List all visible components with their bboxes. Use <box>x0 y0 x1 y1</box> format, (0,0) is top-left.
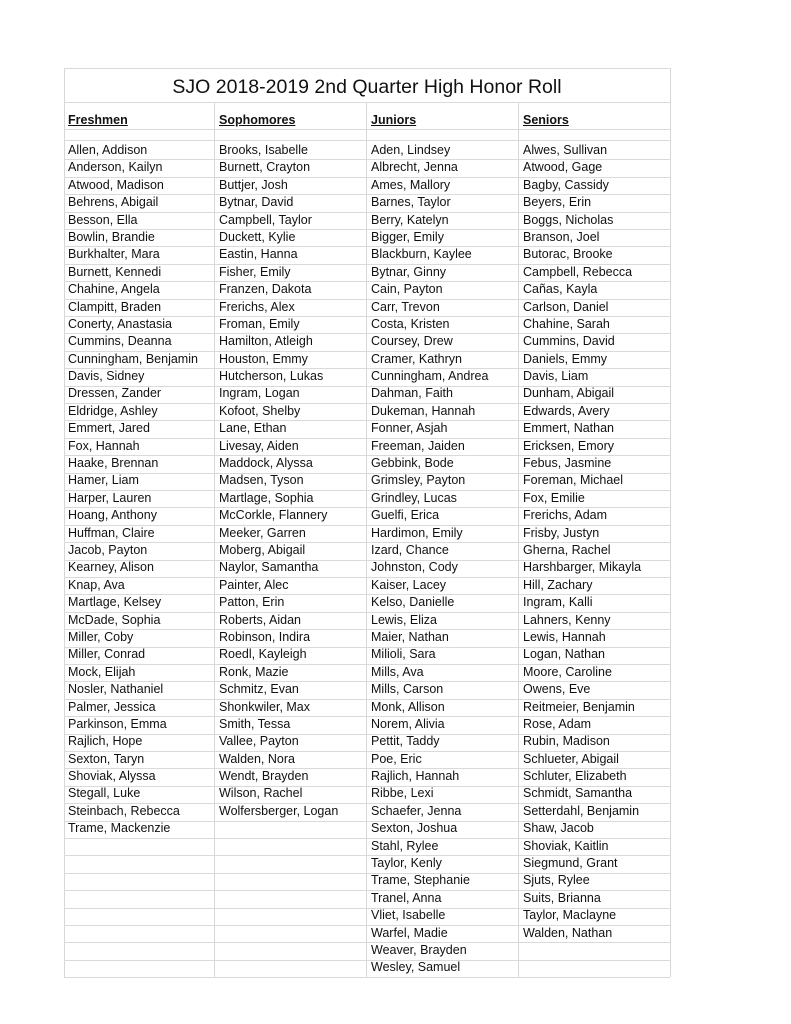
student-name: Cramer, Kathryn <box>371 351 463 366</box>
grid-line <box>64 386 670 387</box>
student-name: Alwes, Sullivan <box>523 143 608 157</box>
student-name: Painter, Alec <box>219 577 289 592</box>
grid-line <box>64 734 670 735</box>
student-name: Guelfi, Erica <box>371 508 440 523</box>
student-name: Freeman, Jaiden <box>371 438 465 453</box>
grid-line <box>64 246 670 247</box>
grid-line <box>366 102 367 977</box>
grid-line <box>64 577 670 578</box>
student-name: Burkhalter, Mara <box>68 247 160 262</box>
student-name: Taylor, Maclayne <box>523 908 617 923</box>
student-name: Emmert, Nathan <box>523 421 615 436</box>
student-name: Walden, Nathan <box>523 925 613 940</box>
student-name: Harshbarger, Mikayla <box>523 560 642 575</box>
grid-line <box>64 594 670 595</box>
student-name: Burnett, Crayton <box>219 160 311 175</box>
student-name: Trame, Stephanie <box>371 873 470 888</box>
student-name: Shoviak, Alyssa <box>68 769 156 784</box>
student-name: Fonner, Asjah <box>371 421 448 436</box>
student-name: Davis, Sidney <box>68 369 145 384</box>
student-name: Mock, Elijah <box>68 664 136 679</box>
grid-line <box>64 681 670 682</box>
student-name: Chahine, Angela <box>68 282 160 297</box>
student-name: Stegall, Luke <box>68 786 141 801</box>
student-name: Conerty, Anastasia <box>68 316 172 331</box>
student-name: Kelso, Danielle <box>371 595 455 610</box>
column-header: Sophomores <box>219 113 296 127</box>
student-name: Patton, Erin <box>219 595 285 610</box>
student-name: Cain, Payton <box>371 282 443 297</box>
student-name: Tranel, Anna <box>371 890 442 905</box>
student-name: Daniels, Emmy <box>523 351 608 366</box>
student-name: Shonkwiler, Max <box>219 699 311 714</box>
student-name: Siegmund, Grant <box>523 856 618 871</box>
grid-line <box>64 699 670 700</box>
student-name: Albrecht, Jenna <box>371 160 458 175</box>
student-name: Mills, Ava <box>371 664 424 679</box>
grid-line <box>64 102 670 103</box>
grid-line <box>64 140 670 141</box>
student-name: Atwood, Gage <box>523 160 603 175</box>
student-name: Hamer, Liam <box>68 473 139 488</box>
student-name: Gherna, Rachel <box>523 542 611 557</box>
grid-line <box>64 803 670 804</box>
student-name: Costa, Kristen <box>371 316 450 331</box>
student-name: Robinson, Indira <box>219 629 311 644</box>
student-name: Shoviak, Kaitlin <box>523 838 609 853</box>
student-name: Franzen, Dakota <box>219 282 312 297</box>
student-name: Bigger, Emily <box>371 229 444 244</box>
student-name: Vallee, Payton <box>219 734 299 749</box>
student-name: Frisby, Justyn <box>523 525 600 540</box>
student-name: Palmer, Jessica <box>68 699 156 714</box>
student-name: Febus, Jasmine <box>523 456 612 471</box>
student-name: Butorac, Brooke <box>523 247 613 262</box>
student-name: Walden, Nora <box>219 751 295 766</box>
student-name: Roedl, Kayleigh <box>219 647 307 662</box>
student-name: Barnes, Taylor <box>371 195 451 210</box>
grid-line <box>64 873 670 874</box>
grid-line <box>64 438 670 439</box>
student-name: Cunningham, Andrea <box>371 369 489 384</box>
student-name: Boggs, Nicholas <box>523 212 614 227</box>
student-name: Dunham, Abigail <box>523 386 615 401</box>
grid-line <box>64 821 670 822</box>
student-name: Eldridge, Ashley <box>68 403 158 418</box>
student-name: Carr, Trevon <box>371 299 440 314</box>
grid-line <box>64 942 670 943</box>
student-name: Hamilton, Atleigh <box>219 334 313 349</box>
student-name: Cummins, David <box>523 334 615 349</box>
student-name: Rubin, Madison <box>523 734 610 749</box>
student-name: Dressen, Zander <box>68 386 162 401</box>
grid-line <box>64 977 670 978</box>
student-name: Frerichs, Alex <box>219 299 295 314</box>
student-name: Grimsley, Payton <box>371 473 466 488</box>
student-name: Weaver, Brayden <box>371 942 467 957</box>
student-name: Haake, Brennan <box>68 456 159 471</box>
student-name: Berry, Katelyn <box>371 212 449 227</box>
student-name: McCorkle, Flannery <box>219 508 328 523</box>
grid-line <box>64 612 670 613</box>
grid-line <box>64 490 670 491</box>
student-name: Hill, Zachary <box>523 577 593 592</box>
grid-line <box>64 751 670 752</box>
student-name: Martlage, Sophia <box>219 490 314 505</box>
student-name: Schlueter, Abigail <box>523 751 619 766</box>
student-name: Pettit, Taddy <box>371 734 440 749</box>
student-name: Johnston, Cody <box>371 560 458 575</box>
grid-line <box>64 542 670 543</box>
grid-line <box>64 194 670 195</box>
student-name: Kearney, Alison <box>68 560 154 575</box>
grid-line <box>64 351 670 352</box>
student-name: Smith, Tessa <box>219 716 291 731</box>
grid-line <box>64 890 670 891</box>
student-name: Chahine, Sarah <box>523 316 610 331</box>
grid-line <box>64 838 670 839</box>
student-name: Frerichs, Adam <box>523 508 608 523</box>
grid-line <box>64 473 670 474</box>
student-name: Clampitt, Braden <box>68 299 162 314</box>
student-name: Fox, Emilie <box>523 490 585 505</box>
student-name: Coursey, Drew <box>371 334 453 349</box>
student-name: Duckett, Kylie <box>219 229 296 244</box>
student-name: Harper, Lauren <box>68 490 152 505</box>
student-name: Kaiser, Lacey <box>371 577 447 592</box>
student-name: Maier, Nathan <box>371 629 449 644</box>
grid-line <box>64 229 670 230</box>
grid-line <box>64 960 670 961</box>
grid-line <box>64 129 670 130</box>
student-name: Campbell, Rebecca <box>523 264 633 279</box>
student-name: Izard, Chance <box>371 542 449 557</box>
student-name: McDade, Sophia <box>68 612 161 627</box>
student-name: Ingram, Kalli <box>523 595 593 610</box>
grid-line <box>64 177 670 178</box>
grid-line <box>64 68 65 977</box>
student-name: Miller, Coby <box>68 629 134 644</box>
student-name: Wolfersberger, Logan <box>219 803 339 818</box>
student-name: Naylor, Samantha <box>219 560 319 575</box>
student-name: Schaefer, Jenna <box>371 803 462 818</box>
student-name: Schmidt, Samantha <box>523 786 633 801</box>
student-name: Poe, Eric <box>371 751 422 766</box>
student-name: Roberts, Aidan <box>219 612 301 627</box>
student-name: Huffman, Claire <box>68 525 155 540</box>
student-name: Nosler, Nathaniel <box>68 682 164 697</box>
student-name: Suits, Brianna <box>523 890 601 905</box>
student-name: Warfel, Madie <box>371 925 448 940</box>
grid-line <box>64 716 670 717</box>
student-name: Mills, Carson <box>371 682 444 697</box>
grid-line <box>64 212 670 213</box>
grid-line <box>64 664 670 665</box>
student-name: Atwood, Madison <box>68 177 164 192</box>
student-name: Bytnar, David <box>219 195 294 210</box>
student-name: Taylor, Kenly <box>371 856 442 871</box>
student-name: Hardimon, Emily <box>371 525 463 540</box>
grid-line <box>64 68 670 69</box>
student-name: Anderson, Kailyn <box>68 160 163 175</box>
student-name: Wilson, Rachel <box>219 786 303 801</box>
grid-line <box>64 560 670 561</box>
student-name: Moberg, Abigail <box>219 542 306 557</box>
grid-line <box>64 786 670 787</box>
student-name: Sjuts, Rylee <box>523 873 590 888</box>
grid-line <box>64 316 670 317</box>
student-name: Bagby, Cassidy <box>523 177 609 192</box>
student-name: Cummins, Deanna <box>68 334 172 349</box>
student-name: Norem, Alivia <box>371 716 445 731</box>
student-name: Miller, Conrad <box>68 647 146 662</box>
student-name: Cunningham, Benjamin <box>68 351 198 366</box>
student-name: Ronk, Mazie <box>219 664 289 679</box>
student-name: Lewis, Eliza <box>371 612 437 627</box>
student-name: Branson, Joel <box>523 229 600 244</box>
student-name: Meeker, Garren <box>219 525 306 540</box>
student-name: Aden, Lindsey <box>371 143 451 157</box>
student-name: Wesley, Samuel <box>371 960 461 975</box>
student-name: Dahman, Faith <box>371 386 453 401</box>
grid-line <box>64 908 670 909</box>
student-name: Schmitz, Evan <box>219 682 299 697</box>
student-name: Behrens, Abigail <box>68 195 159 210</box>
student-name: Owens, Eve <box>523 682 591 697</box>
student-name: Logan, Nathan <box>523 647 606 662</box>
student-name: Lane, Ethan <box>219 421 287 436</box>
grid-line <box>64 507 670 508</box>
student-name: Hutcherson, Lukas <box>219 369 324 384</box>
name-list <box>219 142 338 820</box>
student-name: Edwards, Avery <box>523 403 610 418</box>
student-name: Hoang, Anthony <box>68 508 157 523</box>
student-name: Sexton, Taryn <box>68 751 145 766</box>
student-name: Rajlich, Hannah <box>371 769 460 784</box>
grid-line <box>64 455 670 456</box>
student-name: Bytnar, Ginny <box>371 264 447 279</box>
column-header: Freshmen <box>68 113 128 127</box>
student-name: Milioli, Sara <box>371 647 436 662</box>
student-name: Steinbach, Rebecca <box>68 803 180 818</box>
grid-line <box>64 333 670 334</box>
student-name: Buttjer, Josh <box>219 177 288 192</box>
student-name: Knap, Ava <box>68 577 125 592</box>
student-name: Lewis, Hannah <box>523 629 606 644</box>
student-name: Lahners, Kenny <box>523 612 611 627</box>
spreadsheet <box>64 68 670 977</box>
student-name: Gebbink, Bode <box>371 456 454 471</box>
student-name: Setterdahl, Benjamin <box>523 803 640 818</box>
grid-line <box>64 925 670 926</box>
column-header: Seniors <box>523 113 569 127</box>
grid-line <box>64 403 670 404</box>
student-name: Allen, Addison <box>68 143 148 157</box>
student-name: Wendt, Brayden <box>219 769 309 784</box>
student-name: Jacob, Payton <box>68 542 148 557</box>
grid-line <box>64 368 670 369</box>
student-name: Kofoot, Shelby <box>219 403 301 418</box>
student-name: Livesay, Aiden <box>219 438 299 453</box>
student-name: Monk, Allison <box>371 699 445 714</box>
column-header: Juniors <box>371 113 417 127</box>
student-name: Besson, Ella <box>68 212 138 227</box>
student-name: Foreman, Michael <box>523 473 624 488</box>
student-name: Reitmeier, Benjamin <box>523 699 635 714</box>
student-name: Carlson, Daniel <box>523 299 609 314</box>
student-name: Vliet, Isabelle <box>371 908 446 923</box>
grid-line <box>64 159 670 160</box>
student-name: Sexton, Joshua <box>371 821 458 836</box>
grid-line <box>518 102 519 977</box>
grid-line <box>64 264 670 265</box>
student-name: Beyers, Erin <box>523 195 592 210</box>
student-name: Ribbe, Lexi <box>371 786 434 801</box>
student-name: Ingram, Logan <box>219 386 300 401</box>
grid-line <box>64 629 670 630</box>
student-name: Campbell, Taylor <box>219 212 312 227</box>
grid-line <box>64 281 670 282</box>
student-name: Madsen, Tyson <box>219 473 304 488</box>
student-name: Rose, Adam <box>523 716 592 731</box>
student-name: Parkinson, Emma <box>68 716 167 731</box>
student-name: Martlage, Kelsey <box>68 595 162 610</box>
student-name: Eastin, Hanna <box>219 247 298 262</box>
student-name: Froman, Emily <box>219 316 300 331</box>
student-name: Stahl, Rylee <box>371 838 439 853</box>
student-name: Rajlich, Hope <box>68 734 143 749</box>
student-name: Cañas, Kayla <box>523 282 598 297</box>
student-name: Bowlin, Brandie <box>68 229 155 244</box>
grid-line <box>64 299 670 300</box>
student-name: Grindley, Lucas <box>371 490 457 505</box>
grid-line <box>64 420 670 421</box>
student-name: Ericksen, Emory <box>523 438 614 453</box>
student-name: Maddock, Alyssa <box>219 456 313 471</box>
student-name: Burnett, Kennedi <box>68 264 162 279</box>
grid-line <box>670 68 671 977</box>
student-name: Blackburn, Kaylee <box>371 247 472 262</box>
student-name: Trame, Mackenzie <box>68 821 171 836</box>
grid-line <box>64 768 670 769</box>
student-name: Fisher, Emily <box>219 264 291 279</box>
student-name: Houston, Emmy <box>219 351 308 366</box>
student-name: Schluter, Elizabeth <box>523 769 627 784</box>
student-name: Fox, Hannah <box>68 438 140 453</box>
student-name: Ames, Mallory <box>371 177 451 192</box>
student-name: Davis, Liam <box>523 369 589 384</box>
grid-line <box>64 855 670 856</box>
grid-line <box>64 525 670 526</box>
student-name: Dukeman, Hannah <box>371 403 476 418</box>
student-name: Emmert, Jared <box>68 421 150 436</box>
grid-line <box>214 102 215 977</box>
student-name: Shaw, Jacob <box>523 821 594 836</box>
page-title: SJO 2018-2019 2nd Quarter High Honor Roll <box>172 76 562 98</box>
student-name: Moore, Caroline <box>523 664 612 679</box>
grid-line <box>64 647 670 648</box>
student-name: Brooks, Isabelle <box>219 143 308 157</box>
